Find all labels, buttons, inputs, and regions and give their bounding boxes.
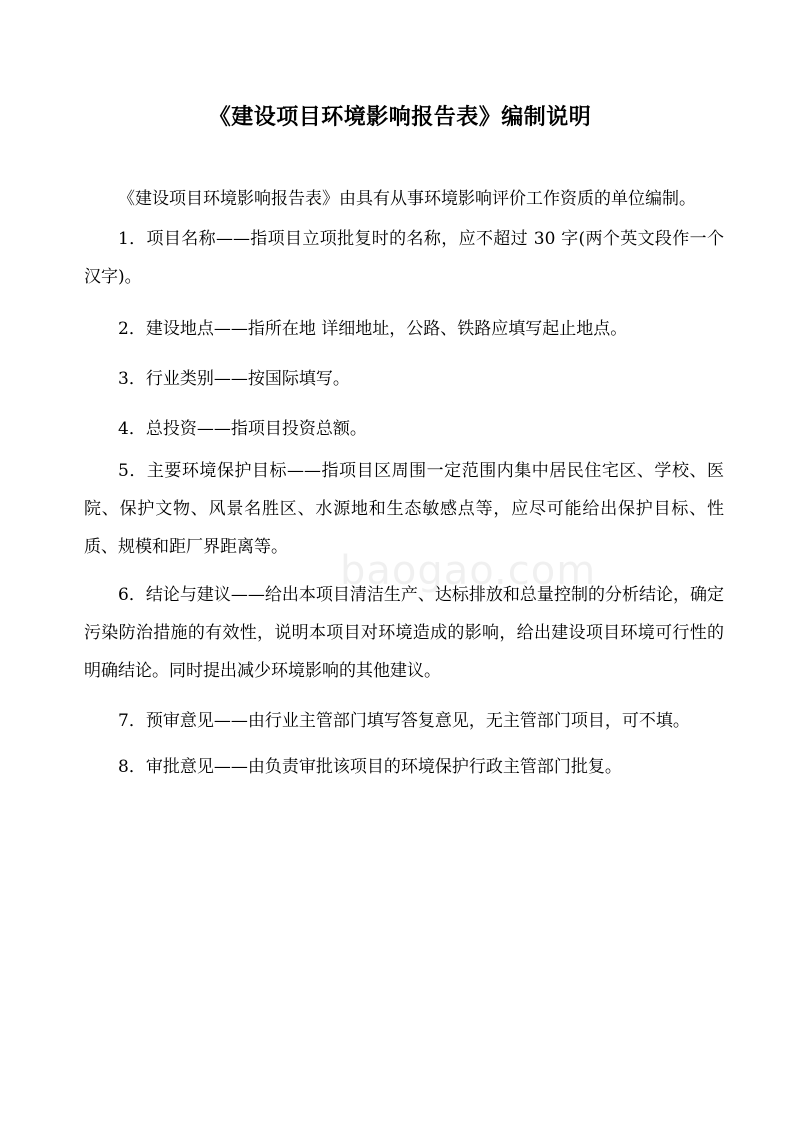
item-conclusions: 6．结论与建议——给出本项目清洁生产、达标排放和总量控制的分析结论，确定污染防治措施的有效性，说明本项目对环境造成的影响，给出建设项目环境可行性的明确结论。同时提出减少环境影响的其他建议。: [84, 585, 724, 681]
intro-paragraph: 《建设项目环境影响报告表》由具有从事环境影响评价工作资质的单位编制。: [118, 189, 696, 209]
item-construction-site: 2．建设地点——指所在地 详细地址，公路、铁路应填写起止地点。: [118, 319, 628, 339]
item-project-name: 1．项目名称——指项目立项批复时的名称，应不超过 30 字(两个英文段作一个汉字)。: [84, 229, 724, 287]
item-industry-category: 3．行业类别——按国际填写。: [118, 369, 350, 389]
item-protection-targets: 5．主要环境保护目标——指项目区周围一定范围内集中居民住宅区、学校、医院、保护文物、风景名胜区、水源地和生态敏感点等，应尽可能给出保护目标、性质、规模和距厂界距离等。: [84, 461, 724, 557]
item-total-investment: 4．总投资——指项目投资总额。: [118, 419, 367, 439]
page-title: 《建设项目环境影响报告表》编制说明: [208, 104, 592, 130]
document-body: [84, 180, 724, 786]
watermark: baogao.com: [340, 548, 597, 594]
item-preliminary-review: 7．预审意见——由行业主管部门填写答复意见，无主管部门项目，可不填。: [118, 711, 690, 731]
item-approval-opinion: 8．审批意见——由负责审批该项目的环境保护行政主管部门批复。: [118, 757, 622, 777]
